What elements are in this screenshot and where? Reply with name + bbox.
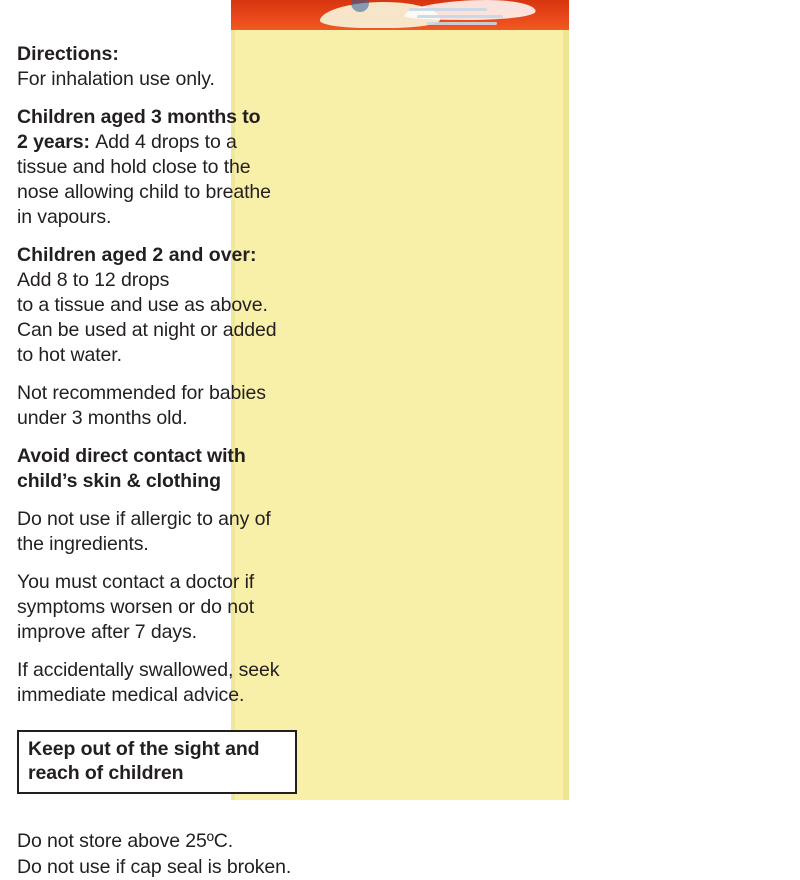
contact-doctor-line-1: You must contact a doctor if [17, 571, 255, 593]
infant-dosage-text: Add 4 drops to a [95, 131, 237, 153]
directions-heading: Directions: [17, 43, 119, 65]
section-child-dosage [17, 243, 313, 368]
section-swallowed-warning [17, 658, 313, 708]
panel-right-edge [563, 0, 569, 800]
infant-dosage-line-3: tissue and hold close to the [17, 156, 251, 178]
section-contact-doctor [17, 570, 313, 645]
band-stripe-graphic [427, 22, 497, 25]
keep-out-line-2: reach of children [28, 762, 184, 784]
contact-doctor-line-3: improve after 7 days. [17, 621, 197, 643]
infant-dosage-lead: 2 years: [17, 131, 96, 153]
section-avoid-contact [17, 444, 313, 494]
band-stripe-graphic [417, 15, 503, 18]
child-dosage-line-4: to hot water. [17, 344, 122, 366]
allergy-line-1: Do not use if allergic to any of [17, 508, 271, 530]
section-allergy-warning [17, 507, 313, 557]
band-stripe-graphic [409, 8, 487, 11]
avoid-contact-line-1: Avoid direct contact with [17, 445, 246, 467]
section-infant-dosage [17, 105, 313, 230]
swallowed-line-2: immediate medical advice. [17, 684, 245, 706]
not-recommended-line-2: under 3 months old. [17, 407, 188, 429]
carton-top-band [231, 0, 569, 30]
not-recommended-line-1: Not recommended for babies [17, 382, 266, 404]
storage-line-1: Do not store above 25ºC. [17, 830, 234, 852]
child-dosage-heading: Children aged 2 and over: [17, 244, 257, 266]
section-directions [17, 42, 313, 92]
keep-out-of-reach-box [17, 730, 297, 794]
section-not-recommended [17, 381, 313, 431]
child-dosage-line-1: Add 8 to 12 drops [17, 269, 170, 291]
swallowed-line-1: If accidentally swallowed, seek [17, 659, 280, 681]
keep-out-line-1: Keep out of the sight and [28, 738, 260, 760]
storage-line-2: Do not use if cap seal is broken. [17, 856, 292, 878]
directions-text-block [17, 42, 313, 880]
avoid-contact-line-2: child’s skin & clothing [17, 470, 221, 492]
contact-doctor-line-2: symptoms worsen or do not [17, 596, 255, 618]
infant-dosage-line-5: in vapours. [17, 206, 112, 228]
child-dosage-line-2: to a tissue and use as above. [17, 294, 268, 316]
infant-dosage-line-1: Children aged 3 months to [17, 106, 261, 128]
child-dosage-line-3: Can be used at night or added [17, 319, 277, 341]
storage-info [17, 828, 313, 880]
infant-dosage-line-4: nose allowing child to breathe [17, 181, 271, 203]
directions-line: For inhalation use only. [17, 68, 215, 90]
infant-dosage-line-2 [17, 130, 313, 155]
allergy-line-2: the ingredients. [17, 533, 149, 555]
